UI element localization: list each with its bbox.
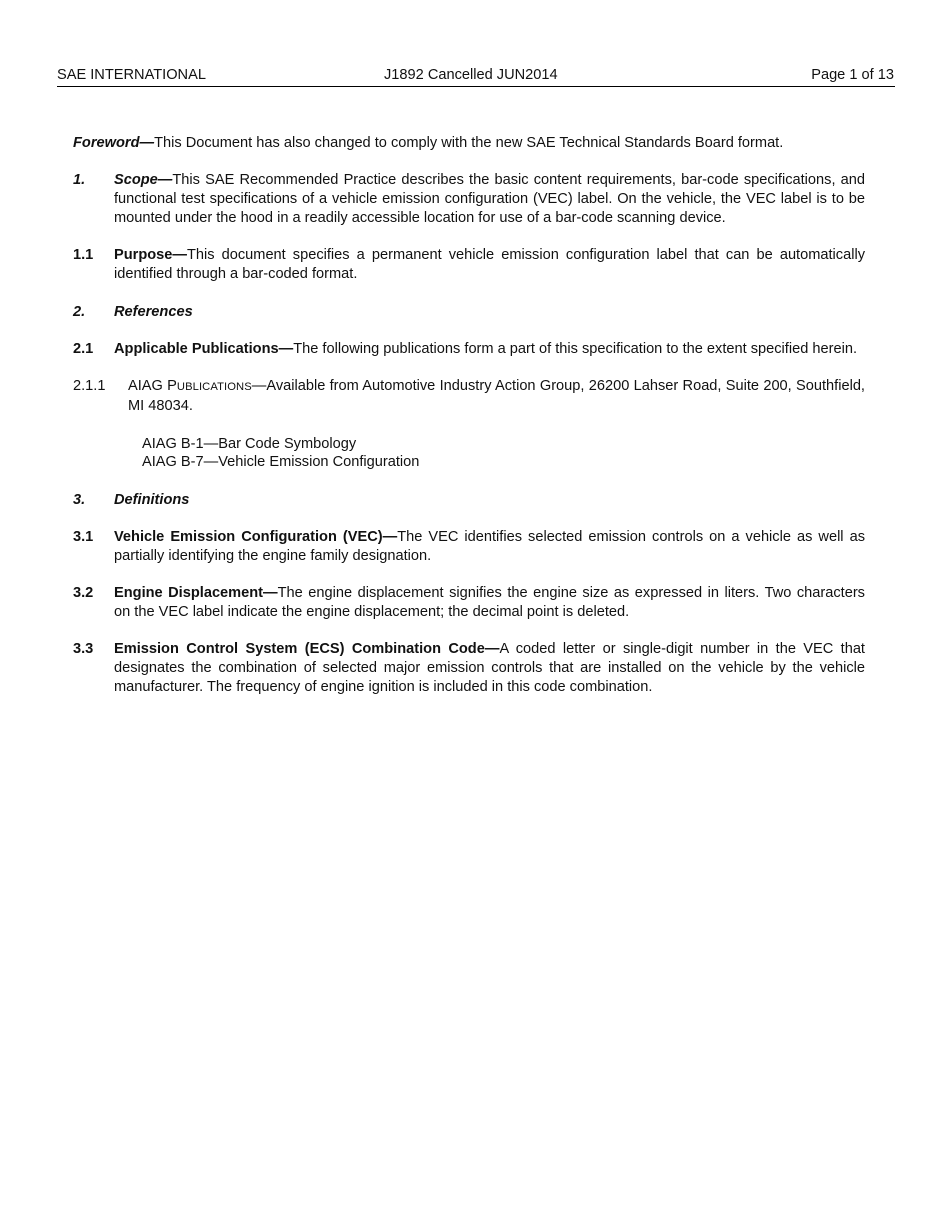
section-text: The VEC identifies selected emission controls on a vehicle as well as partially identifying the engine family designation. [114,529,865,564]
section-body [114,528,865,566]
section-body [114,340,865,359]
section-title-initial: AIAG P [128,378,177,395]
section-1-1-purpose [73,246,865,284]
reference-item: AIAG B-7—Vehicle Emission Configuration [142,454,420,471]
section-number: 3.1 [73,529,94,546]
section-2-1-1-aiag-publications [73,377,865,416]
section-body [128,377,865,416]
section-number: 3. [73,491,86,508]
header-organization: SAE INTERNATIONAL [57,67,206,83]
section-body [114,246,865,284]
section-2-1-applicable-publications [73,340,865,359]
section-title: Vehicle Emission Configuration (VEC)— [114,529,398,546]
section-text: A coded letter or single-digit number in the VEC that designates the combination of selected major emission controls that are installed on the vehicle by the vehicle manufacturer. The frequency of engine ignition is included in this code combination. [114,641,865,696]
section-text: This SAE Recommended Practice describes the basic content requirements, bar-code specifications, and functional test specifications of a vehicle emission configuration (VEC) label. On the vehicle, the VEC label is to be mounted under the hood in a readily accessible location for use of a bar-code scanning device. [114,172,865,226]
section-title: Applicable Publications— [114,340,294,357]
section-number: 2. [73,303,86,320]
foreword-text: This Document has also changed to comply with the new SAE Technical Standards Board format. [154,135,784,151]
page-header [57,66,895,87]
section-title: References [114,303,193,320]
section-title: Engine Displacement— [114,585,278,602]
section-body [114,584,865,622]
section-title: Scope— [114,172,173,189]
section-3-3-ecs-combination-code [73,640,865,696]
section-body [114,640,865,696]
section-number: 1.1 [73,247,94,264]
section-1-scope [73,171,865,227]
document-body [73,134,865,715]
section-3-1-vec [73,528,865,566]
section-title-smallcaps: UBLICATIONS [176,381,252,394]
header-page-number: Page 1 of 13 [811,67,894,83]
section-title: Emission Control System (ECS) Combination Code— [114,641,500,658]
section-title: Definitions [114,491,190,508]
section-text: The engine displacement signifies the engine size as expressed in liters. Two characters on the VEC label indicate the engine displacement; the decimal point is deleted. [114,585,865,621]
section-2-references [73,303,865,322]
section-number: 3.2 [73,585,94,602]
section-text: The following publications form a part of this specification to the extent specified herein. [293,340,858,357]
section-number: 2.1.1 [73,378,106,395]
header-document-id: J1892 Cancelled JUN2014 [384,67,558,83]
foreword-paragraph [73,134,865,153]
section-body [114,171,865,227]
section-number: 2.1 [73,340,94,357]
section-number: 1. [73,172,86,189]
reference-list [142,435,865,473]
section-3-definitions [73,491,865,510]
section-title: Purpose— [114,247,187,264]
section-number: 3.3 [73,641,94,658]
foreword-label: Foreword— [73,135,155,151]
reference-item: AIAG B-1—Bar Code Symbology [142,435,357,452]
section-text: This document specifies a permanent vehicle emission configuration label that can be automatically identified through a bar-coded format. [114,247,865,283]
section-3-2-engine-displacement [73,584,865,622]
section-text: —Available from Automotive Industry Action Group, 26200 Lahser Road, Suite 200, Southfield, MI 48034. [128,378,865,415]
